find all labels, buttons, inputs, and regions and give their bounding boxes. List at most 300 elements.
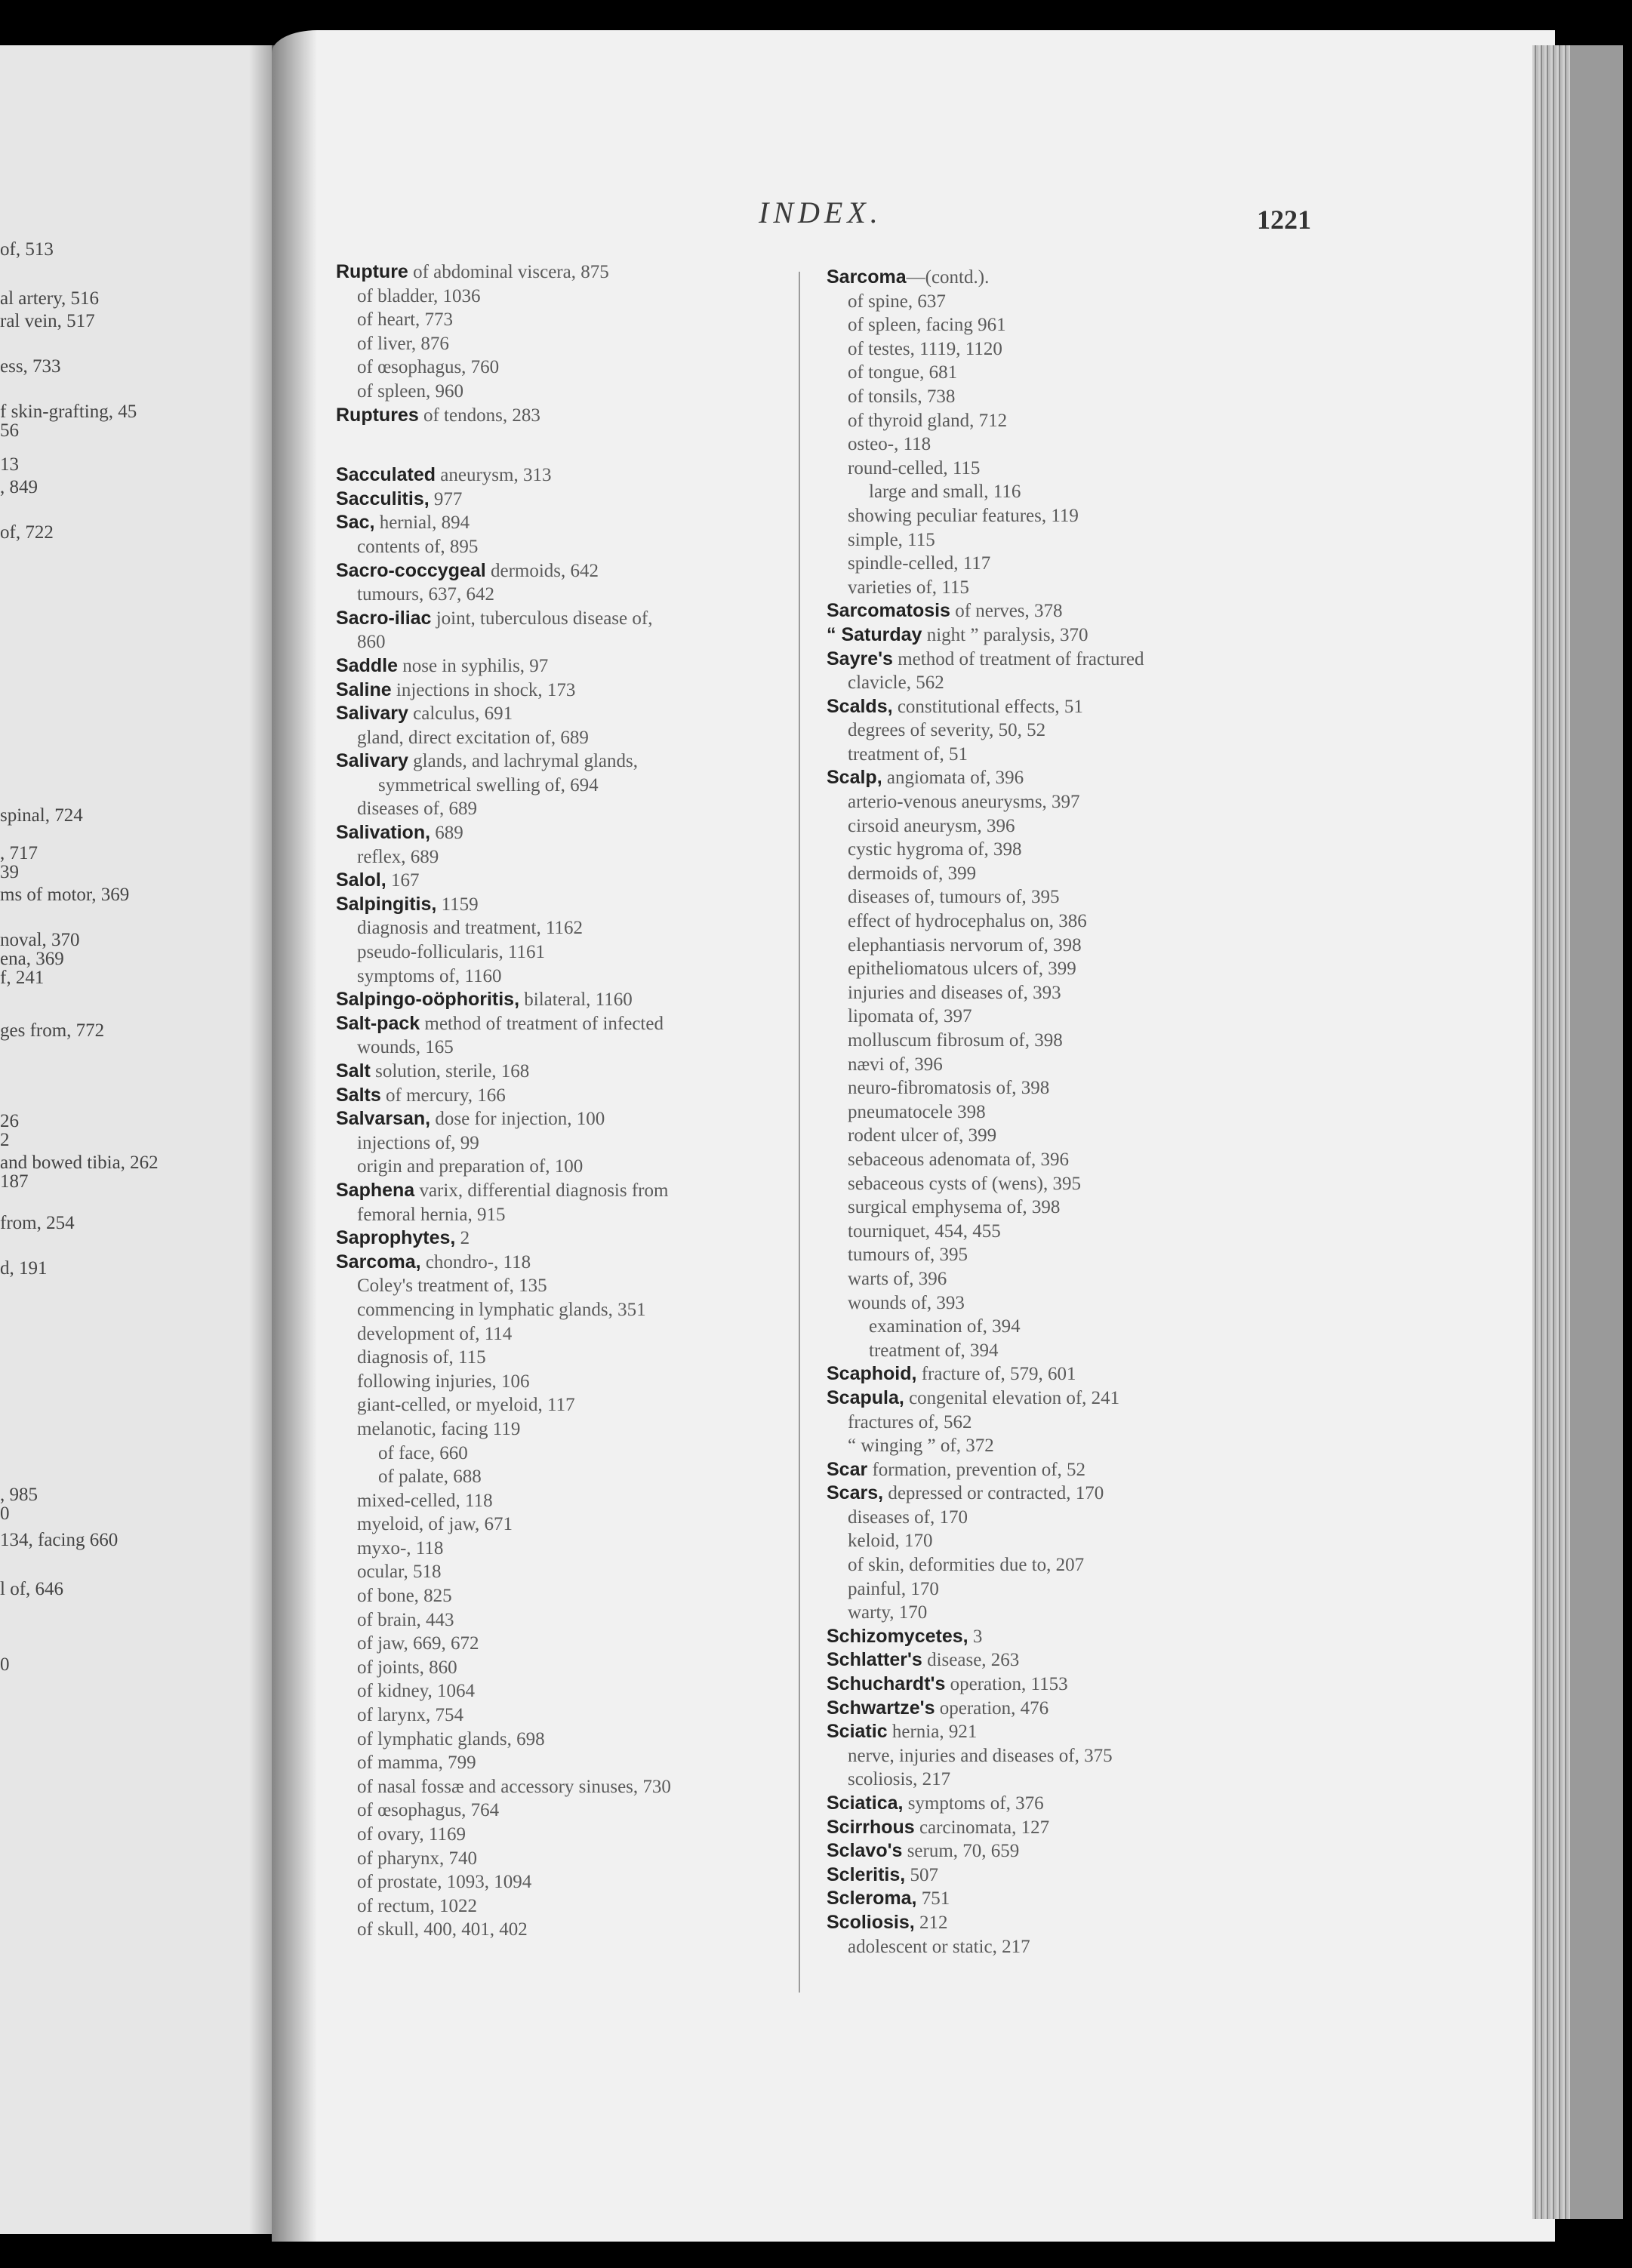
entry-text: varix, differential diagnosis from [414,1180,669,1201]
left-page-line: al artery, 516 [0,288,99,309]
entry-heading: Scaphoid, [827,1363,917,1385]
index-subentry [827,1577,1310,1602]
entry-heading: Sclavo's [827,1840,903,1862]
entry-heading: Sciatica, [827,1793,904,1814]
index-subentry [336,940,819,965]
entry-text: neuro-fibromatosis of, 398 [848,1078,1050,1099]
index-subentry [827,838,1310,862]
entry-text: of mercury, 166 [380,1085,506,1106]
index-subentry [336,1417,819,1442]
index-subentry [336,1393,819,1417]
entry-text: of rectum, 1022 [357,1895,477,1916]
entry-text: of spine, 637 [848,291,946,312]
entry-text: disease, 263 [922,1650,1020,1671]
entry-text: of skull, 400, 401, 402 [357,1919,528,1940]
left-page-line: 134, facing 660 [0,1530,119,1550]
entry-heading: Sacro-iliac [336,607,432,629]
index-subentry [336,1656,819,1680]
entry-text: melanotic, facing 119 [357,1418,521,1439]
left-page-line: of, 722 [0,522,54,543]
entry-text: giant-celled, or myeloid, 117 [357,1395,575,1416]
entry-text: of prostate, 1093, 1094 [357,1872,532,1893]
index-subentry [336,774,819,798]
entry-text: of bone, 825 [357,1586,452,1607]
entry-text: injections in shock, 173 [391,679,576,700]
entry-text: 2 [455,1228,470,1249]
index-entry [336,1251,819,1275]
index-subentry [827,1053,1310,1077]
index-entry [336,1179,819,1203]
index-entry [827,1887,1310,1911]
index-subentry [827,719,1310,743]
index-entry [336,821,819,845]
entry-heading: Salts [336,1084,381,1106]
entry-heading: Scirrhous [827,1816,915,1838]
entry-text: of face, 660 [378,1442,468,1463]
entry-text: diagnosis of, 115 [357,1347,486,1368]
entry-text: of jaw, 669, 672 [357,1633,479,1654]
index-subentry [336,380,819,404]
entry-text: osteo-, 118 [848,434,931,455]
left-page-line: spinal, 724 [0,805,83,826]
entry-text: 977 [429,488,463,509]
index-subentry [336,332,819,356]
entry-text: method of treatment of fractured [892,648,1144,669]
index-subentry [827,909,1310,934]
index-entry [336,869,819,893]
index-entry [336,488,819,512]
entry-text: constitutional effects, 51 [892,696,1083,717]
index-subentry [336,285,819,309]
entry-text: surgical emphysema of, 398 [848,1197,1061,1218]
index-subentry [827,1434,1310,1458]
index-subentry [336,535,819,559]
index-entry [336,1084,819,1108]
index-subentry [827,1243,1310,1267]
entry-heading: Saddle [336,654,398,676]
entry-text: 167 [386,870,420,891]
entry-text: nose in syphilis, 97 [397,655,549,676]
entry-text: glands, and lachrymal glands, [408,751,639,772]
index-entry [827,1673,1310,1697]
index-subentry [827,1267,1310,1291]
left-page-line: 56 [0,420,19,441]
index-entry [827,1648,1310,1673]
index-entry [827,1720,1310,1744]
left-page-line: 2 [0,1130,10,1150]
entry-text: operation, 1153 [945,1674,1068,1695]
index-subentry [827,790,1310,814]
entry-text: showing peculiar features, 119 [848,505,1079,526]
entry-text: wounds of, 393 [848,1292,965,1313]
index-entry [827,648,1310,672]
index-subentry [827,385,1310,409]
index-subentry [827,504,1310,528]
entry-text: symmetrical swelling of, 694 [378,774,599,795]
index-entry [336,749,819,774]
entry-text: fracture of, 579, 601 [916,1364,1076,1385]
entry-text: ocular, 518 [357,1562,442,1583]
entry-text: of liver, 876 [357,333,449,354]
entry-heading: Salpingo-oöphoritis, [336,989,520,1011]
entry-text: of kidney, 1064 [357,1681,475,1702]
entry-heading: “ Saturday [827,623,922,645]
entry-text: of œsophagus, 764 [357,1800,500,1821]
entry-text: “ winging ” of, 372 [848,1436,994,1457]
left-page-line: of, 513 [0,239,54,260]
index-subentry [336,1918,819,1942]
index-subentry [336,1775,819,1799]
entry-heading: Scleroma, [827,1888,917,1909]
entry-text: of tendons, 283 [418,405,540,426]
index-entry [336,1012,819,1036]
index-subentry [827,1506,1310,1530]
left-page-line: and bowed tibia, 262 [0,1152,159,1173]
index-subentry [336,1131,819,1156]
entry-text: 212 [914,1912,948,1933]
entry-text: nerve, injuries and diseases of, 375 [848,1745,1113,1766]
index-subentry [336,1442,819,1466]
index-subentry [827,313,1310,337]
left-page-line: ral vein, 517 [0,311,95,331]
index-subentry [336,1298,819,1322]
entry-text: serum, 70, 659 [902,1841,1020,1862]
entry-heading: Salvarsan, [336,1108,431,1130]
entry-text: of palate, 688 [378,1466,482,1488]
entry-text: solution, sterile, 168 [370,1061,530,1082]
index-entry [827,266,1310,290]
entry-text: following injuries, 106 [357,1371,530,1392]
entry-text: operation, 476 [935,1697,1049,1719]
entry-text: fractures of, 562 [848,1411,972,1433]
index-subentry [336,308,819,332]
index-subentry [827,528,1310,552]
entry-text: cirsoid aneurysm, 396 [848,815,1015,836]
index-subentry [827,1553,1310,1577]
index-entry [336,893,819,917]
index-subentry [827,1005,1310,1029]
entry-heading: Salivary [336,703,408,725]
entry-text: myxo-, 118 [357,1537,444,1559]
entry-text: hernial, 894 [374,512,470,534]
index-subentry [336,1584,819,1608]
left-page-line: 13 [0,454,19,475]
entry-text: diseases of, tumours of, 395 [848,887,1060,908]
left-page-line: f, 241 [0,968,45,988]
entry-text: treatment of, 51 [848,743,968,765]
entry-heading: Salivation, [336,822,431,844]
index-subentry [827,1220,1310,1244]
entry-heading: Schwartze's [827,1697,935,1719]
entry-text: simple, 115 [848,529,935,550]
entry-text: 689 [430,823,463,844]
index-entry [827,1863,1310,1888]
index-subentry [336,1537,819,1561]
entry-text: method of treatment of infected [420,1013,664,1034]
left-page-line: noval, 370 [0,930,80,950]
index-subentry [336,1513,819,1537]
entry-text: of ovary, 1169 [357,1824,466,1845]
index-entry [336,511,819,535]
entry-text: examination of, 394 [869,1316,1021,1337]
index-subentry [827,1124,1310,1148]
left-page-line: f skin-grafting, 45 [0,402,137,422]
index-subentry [336,1346,819,1370]
entry-heading: Schizomycetes, [827,1625,968,1647]
entry-text: degrees of severity, 50, 52 [848,720,1046,741]
page-number: 1221 [1257,205,1311,235]
index-entry [827,623,1310,648]
entry-text: dermoids, 642 [485,560,599,581]
left-page-line: 187 [0,1171,29,1192]
index-entry [827,1625,1310,1649]
index-subentry [827,409,1310,433]
index-subentry [827,885,1310,909]
entry-text: varieties of, 115 [848,577,969,598]
entry-text: hernia, 921 [887,1722,978,1743]
entry-text: of spleen, 960 [357,380,463,402]
entry-text: mixed-celled, 118 [357,1490,493,1511]
entry-text: keloid, 170 [848,1531,933,1552]
left-page-line: , 849 [0,477,38,497]
index-entry [336,559,819,583]
entry-text: Coley's treatment of, 135 [357,1276,547,1297]
entry-text: warts of, 396 [848,1268,947,1289]
entry-text: congenital elevation of, 241 [904,1387,1120,1408]
entry-heading: Salol, [336,869,386,891]
entry-text: reflex, 689 [357,846,439,867]
index-column-right [827,266,1310,1959]
entry-text: tumours, 637, 642 [357,584,494,605]
entry-text: diseases of, 170 [848,1506,968,1528]
entry-heading: Schlatter's [827,1649,922,1671]
entry-heading: Ruptures [336,404,419,426]
entry-text: 507 [905,1864,938,1885]
index-subentry [827,743,1310,767]
entry-text: depressed or contracted, 170 [883,1483,1104,1504]
entry-text: pseudo-follicularis, 1161 [357,942,546,963]
index-entry [336,463,819,488]
index-entry [827,1839,1310,1863]
left-page-line: ena, 369 [0,949,64,969]
index-entry [336,1226,819,1251]
book-page-edges [1532,45,1623,2219]
index-entry [336,1107,819,1131]
entry-heading: Sciatic [827,1721,888,1743]
entry-text: 3 [968,1626,983,1647]
entry-text: effect of hydrocephalus on, 386 [848,911,1087,932]
index-entry [336,654,819,679]
index-subentry [827,1339,1310,1363]
entry-text: of testes, 1119, 1120 [848,338,1002,359]
index-subentry [827,576,1310,600]
index-subentry [827,1744,1310,1768]
entry-text: rodent ulcer of, 399 [848,1125,997,1146]
left-page-line: , 717 [0,843,38,863]
index-entry [827,1792,1310,1816]
entry-text: commencing in lymphatic glands, 351 [357,1299,646,1320]
index-entry [827,1362,1310,1386]
entry-heading: Sacculated [336,464,436,486]
entry-text: —(contd.). [906,267,990,288]
index-subentry [827,981,1310,1005]
index-subentry [336,1632,819,1656]
index-subentry [336,1894,819,1919]
entry-text: elephantiasis nervorum of, 398 [848,934,1082,956]
index-subentry [336,1703,819,1728]
left-page-line: l of, 646 [0,1579,64,1599]
index-subentry [827,957,1310,981]
entry-text: of tonsils, 738 [848,386,956,407]
index-entry [827,1816,1310,1840]
index-subentry [827,1100,1310,1125]
index-subentry [827,1196,1310,1220]
index-subentry [827,1411,1310,1435]
index-subentry [336,845,819,869]
index-subentry [336,1155,819,1179]
index-entry [336,702,819,726]
index-subentry [827,1529,1310,1553]
index-subentry [827,290,1310,314]
left-page-line: 0 [0,1503,10,1524]
entry-text: development of, 114 [357,1323,513,1344]
index-subentry [336,965,819,989]
index-subentry [336,1751,819,1775]
index-subentry [827,1601,1310,1625]
index-subentry [827,1768,1310,1792]
index-subentry [336,1823,819,1847]
entry-heading: Salivary [336,750,408,772]
index-subentry [827,1935,1310,1959]
entry-heading: Scars, [827,1482,884,1504]
index-subentry [827,862,1310,886]
entry-heading: Salt-pack [336,1012,420,1034]
index-subentry [336,1465,819,1489]
entry-text: carcinomata, 127 [914,1817,1050,1838]
entry-text: scoliosis, 217 [848,1769,951,1790]
entry-text: 1159 [436,894,479,915]
entry-heading: Scoliosis, [827,1911,915,1933]
entry-text: of œsophagus, 760 [357,357,500,378]
index-subentry [827,432,1310,457]
index-subentry [827,1291,1310,1316]
entry-text: of larynx, 754 [357,1705,463,1726]
entry-text: night ” paralysis, 370 [922,624,1089,645]
left-page-line: ges from, 772 [0,1020,105,1041]
index-entry [827,766,1310,790]
index-subentry [336,1799,819,1823]
entry-text: of brain, 443 [357,1609,454,1630]
entry-text: diagnosis and treatment, 1162 [357,918,584,939]
entry-heading: Saphena [336,1179,415,1201]
binding-shadow [272,30,317,2242]
index-subentry [827,814,1310,839]
index-subentry [336,1870,819,1894]
entry-text: of bladder, 1036 [357,285,481,306]
entry-heading: Scleritis, [827,1863,906,1885]
index-subentry [336,1489,819,1513]
index-subentry [827,480,1310,504]
index-subentry [827,1172,1310,1196]
index-entry [827,695,1310,719]
entry-text: of abdominal viscera, 875 [408,262,609,282]
entry-heading: Scar [827,1458,868,1480]
index-subentry [336,1560,819,1584]
left-page-line: from, 254 [0,1213,75,1233]
index-subentry [336,1036,819,1060]
entry-text: pneumatocele 398 [848,1101,986,1122]
entry-text: of mamma, 799 [357,1753,476,1774]
entry-text: warty, 170 [848,1602,928,1623]
entry-text: dose for injection, 100 [430,1109,605,1130]
entry-text: tourniquet, 454, 455 [848,1220,1001,1242]
entry-text: nævi of, 396 [848,1054,943,1075]
entry-heading: Saline [336,679,392,700]
entry-text: dermoids of, 399 [848,863,977,884]
index-subentry [827,1148,1310,1172]
entry-heading: Sacculitis, [336,488,430,509]
index-subentry [336,916,819,940]
entry-text: contents of, 895 [357,536,479,557]
left-page-line: ess, 733 [0,356,61,377]
entry-heading: Saprophytes, [336,1227,456,1249]
index-subentry [336,355,819,380]
left-page-line: ms of motor, 369 [0,885,130,905]
entry-heading: Scapula, [827,1386,904,1408]
entry-text: of nasal fossæ and accessory sinuses, 730 [357,1776,671,1797]
entry-text: angiomata of, 396 [882,768,1024,789]
entry-heading: Schuchardt's [827,1673,946,1695]
entry-text: of lymphatic glands, 698 [357,1728,545,1749]
entry-heading: Scalds, [827,695,893,717]
entry-text: injuries and diseases of, 393 [848,982,1061,1003]
entry-heading: Rupture [336,261,408,282]
entry-text: bilateral, 1160 [519,989,633,1011]
entry-text: large and small, 116 [869,482,1021,503]
entry-text: wounds, 165 [357,1037,454,1058]
index-subentry [827,1029,1310,1053]
entry-text: joint, tuberculous disease of, [431,608,653,629]
entry-text: origin and preparation of, 100 [357,1156,584,1177]
entry-text: cystic hygroma of, 398 [848,839,1022,860]
left-page-line: 39 [0,862,19,882]
entry-text: calculus, 691 [408,703,513,725]
index-column-left [336,260,819,1942]
entry-text: injections of, 99 [357,1132,479,1153]
book-cover-edge [1570,45,1623,2219]
entry-text: of nerves, 378 [950,601,1063,622]
index-subentry [336,1728,819,1752]
entry-heading: Scalp, [827,767,882,789]
index-subentry [336,1370,819,1394]
entry-heading: Sayre's [827,648,893,669]
entry-text: of skin, deformities due to, 207 [848,1555,1085,1576]
index-entry [336,988,819,1012]
index-subentry [827,552,1310,576]
index-subentry [336,726,819,750]
entry-text: chondro-, 118 [420,1251,531,1272]
entry-text: of spleen, facing 961 [848,315,1006,336]
index-entry [827,1697,1310,1721]
entry-text: formation, prevention of, 52 [867,1459,1086,1480]
index-entry [827,1458,1310,1482]
left-page-line: d, 191 [0,1258,48,1279]
index-subentry [336,1322,819,1346]
left-page-line: 0 [0,1654,10,1675]
entry-text: of pharynx, 740 [357,1848,477,1869]
entry-text: clavicle, 562 [848,672,944,694]
left-page-line: 26 [0,1111,19,1131]
